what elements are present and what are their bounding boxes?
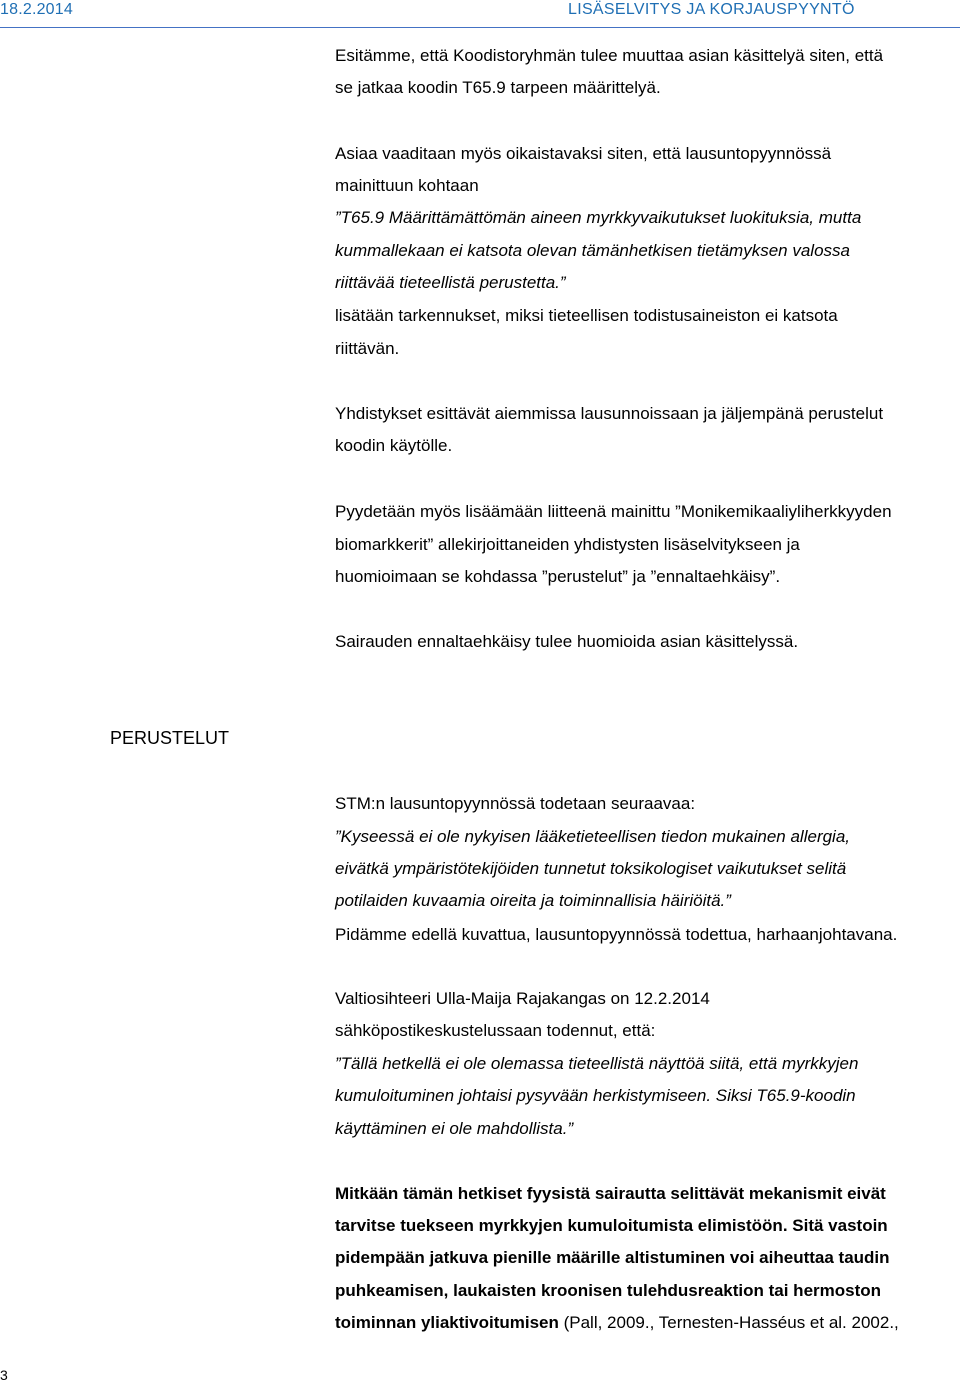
paragraph-8-line-1: Mitkään tämän hetkiset fyysistä sairautta selittävät mekanismit eivät	[335, 1184, 886, 1203]
paragraph-7-quote-2: kumuloituminen johtaisi pysyvään herkistymiseen. Siksi T65.9-koodin	[335, 1086, 856, 1105]
paragraph-8-line-5-bold: toiminnan yliaktivoitumisen	[335, 1313, 559, 1332]
paragraph-7-quote-3: käyttäminen ei ole mahdollista.”	[335, 1119, 574, 1138]
paragraph-7-line-2: sähköpostikeskustelussaan todennut, että:	[335, 1021, 656, 1040]
paragraph-1-line-1: Esitämme, että Koodistoryhmän tulee muuttaa asian käsittelyä siten, että	[335, 46, 884, 65]
paragraph-2-quote-3: riittävää tieteellistä perustetta.”	[335, 273, 566, 292]
paragraph-6-quote-3: potilaiden kuvaamia oireita ja toiminnallisia häiriöitä.”	[335, 891, 731, 910]
paragraph-8-line-3: pidempään jatkuva pienille määrille altistuminen voi aiheuttaa taudin	[335, 1248, 890, 1267]
paragraph-5-line-1: Sairauden ennaltaehkäisy tulee huomioida asian käsittelyssä.	[335, 632, 799, 651]
header-divider	[0, 27, 960, 28]
paragraph-8-line-5	[335, 1313, 899, 1333]
page-number: 3	[0, 1367, 8, 1383]
paragraph-8-citation: (Pall, 2009., Ternesten-Hasséus et al. 2002.,	[558, 1313, 899, 1332]
paragraph-4-line-2: biomarkkerit” allekirjoittaneiden yhdistysten lisäselvitykseen ja	[335, 535, 800, 554]
header-date: 18.2.2014	[0, 1, 73, 18]
paragraph-2-line-4: riittävän.	[335, 339, 400, 358]
paragraph-7-line-1: Valtiosihteeri Ulla-Maija Rajakangas on 12.2.2014	[335, 989, 710, 1008]
paragraph-2-quote-2: kummallekaan ei katsota olevan tämänhetkisen tietämyksen valossa	[335, 241, 850, 260]
paragraph-4-line-1: Pyydetään myös lisäämään liitteenä mainittu ”Monikemikaaliyliherkkyyden	[335, 502, 892, 521]
paragraph-3-line-2: koodin käytölle.	[335, 436, 453, 455]
paragraph-3-line-1: Yhdistykset esittävät aiemmissa lausunnoissaan ja jäljempänä perustelut	[335, 404, 884, 423]
paragraph-8-line-2: tarvitse tuekseen myrkkyjen kumuloitumista elimistöön. Sitä vastoin	[335, 1216, 888, 1235]
paragraph-4-line-3: huomioimaan se kohdassa ”perustelut” ja ”ennaltaehkäisy”.	[335, 567, 781, 586]
paragraph-1-line-2: se jatkaa koodin T65.9 tarpeen määrittelyä.	[335, 78, 661, 97]
paragraph-6-quote-1: ”Kyseessä ei ole nykyisen lääketieteellisen tiedon mukainen allergia,	[335, 827, 851, 846]
paragraph-8-line-4: puhkeamisen, laukaisten kroonisen tulehdusreaktion tai hermoston	[335, 1281, 882, 1300]
paragraph-2-line-1: Asiaa vaaditaan myös oikaistavaksi siten, että lausuntopyynnössä	[335, 144, 832, 163]
paragraph-2-line-2: mainittuun kohtaan	[335, 176, 479, 195]
paragraph-2-quote-1: ”T65.9 Määrittämättömän aineen myrkkyvaikutukset luokituksia, mutta	[335, 208, 862, 227]
paragraph-6-line-1: STM:n lausuntopyynnössä todetaan seuraavaa:	[335, 794, 696, 813]
section-heading-perustelut: PERUSTELUT	[110, 728, 230, 748]
paragraph-2-line-3: lisätään tarkennukset, miksi tieteellisen todistusaineiston ei katsota	[335, 306, 838, 325]
header-title: LISÄSELVITYS JA KORJAUSPYYNTÖ	[568, 1, 855, 18]
paragraph-6-quote-2: eivätkä ympäristötekijöiden tunnetut toksikologiset vaikutukset selitä	[335, 859, 847, 878]
paragraph-7-quote-1: ”Tällä hetkellä ei ole olemassa tieteellistä näyttöä siitä, että myrkkyjen	[335, 1054, 859, 1073]
paragraph-6-line-2: Pidämme edellä kuvattua, lausuntopyynnössä todettua, harhaanjohtavana.	[335, 925, 898, 944]
